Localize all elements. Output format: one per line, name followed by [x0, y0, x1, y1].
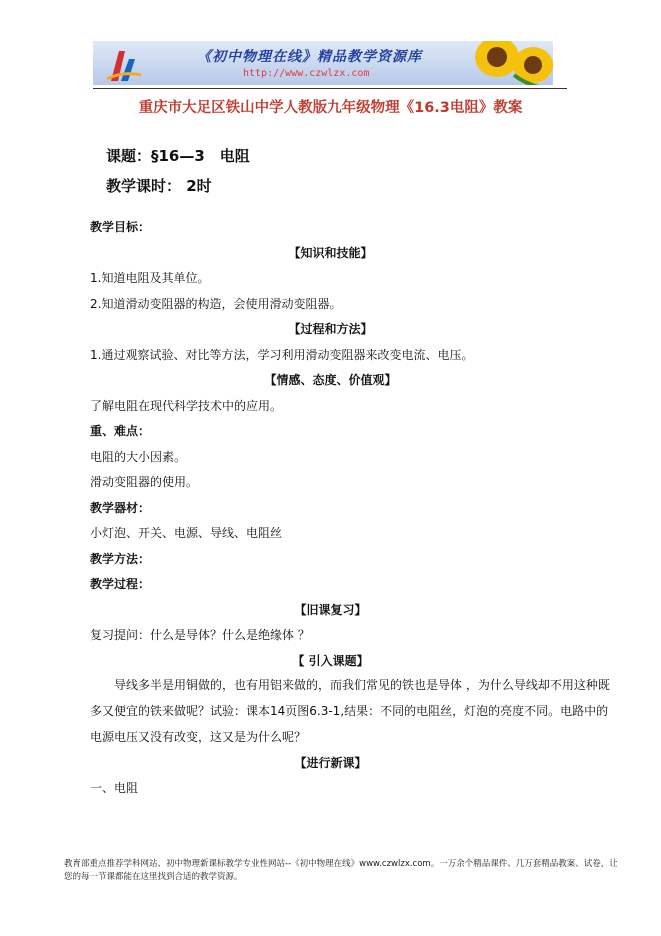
- page-footer: 教育部重点推荐学科网站、初中物理新课标教学专业性网站--《初中物理在线》www.czwlzx.com。一万余个精品课件、几万套精品教案、试卷，让您的每一节课都能在这里找到合适的教学资源。: [64, 859, 618, 882]
- banner-url-link[interactable]: http://www.czwlzx.com: [243, 68, 370, 79]
- keypoints-item: 滑动变阻器的使用。: [90, 475, 199, 489]
- process-item: 1.通过观察试验、对比等方法，学习利用滑动变阻器来改变电流、电压。: [90, 348, 474, 362]
- review-heading: 【旧课复习】: [294, 603, 367, 617]
- keypoints-heading: 重、难点：: [90, 424, 151, 438]
- emotion-item: 了解电阻在现代科学技术中的应用。: [90, 399, 283, 413]
- sunflower-icon: [469, 41, 553, 85]
- keypoints-item: 电阻的大小因素。: [90, 450, 187, 464]
- new-lesson-heading: 【进行新课】: [294, 756, 367, 770]
- site-logo-icon: [103, 45, 143, 83]
- knowledge-item: 1.知道电阻及其单位。: [90, 271, 210, 285]
- emotion-heading: 【情感、态度、价值观】: [264, 373, 397, 387]
- intro-heading: 【 引入课题】: [292, 654, 369, 668]
- header-banner: [93, 41, 553, 85]
- intro-paragraph: 导线多半是用铜做的，也有用铝来做的，而我们常见的铁也是导体 ，为什么导线却不用这种既多又便宜的铁来做呢？试验：课本14页图6.3-1,结果：不同的电阻丝，灯泡的亮度不同。电路中的电源电压又没有改变，这又是为什么呢？: [90, 678, 610, 744]
- lesson-topic: 课题：§16—3 电阻: [106, 147, 250, 165]
- section-one-heading: 一、电阻: [90, 781, 139, 795]
- procedure-heading: 教学过程：: [90, 577, 151, 591]
- objectives-heading: 教学目标：: [90, 220, 151, 234]
- banner-title: 《初中物理在线》精品教学资源库: [197, 49, 422, 65]
- knowledge-item: 2.知道滑动变阻器的构造，会使用滑动变阻器。: [90, 297, 342, 311]
- lesson-hours: 教学课时： 2时: [106, 177, 212, 195]
- method-heading: 教学方法：: [90, 552, 151, 566]
- knowledge-heading: 【知识和技能】: [288, 246, 373, 260]
- header-divider: [93, 88, 567, 89]
- review-text: 复习提问：什么是导体？什么是绝缘体 ？: [90, 628, 310, 642]
- process-heading: 【过程和方法】: [288, 322, 373, 336]
- equipment-heading: 教学器材：: [90, 501, 151, 515]
- document-title: 重庆市大足区铁山中学人教版九年级物理《16.3电阻》教案: [138, 100, 523, 116]
- equipment-text: 小灯泡、开关、电源、导线、电阻丝: [90, 526, 283, 540]
